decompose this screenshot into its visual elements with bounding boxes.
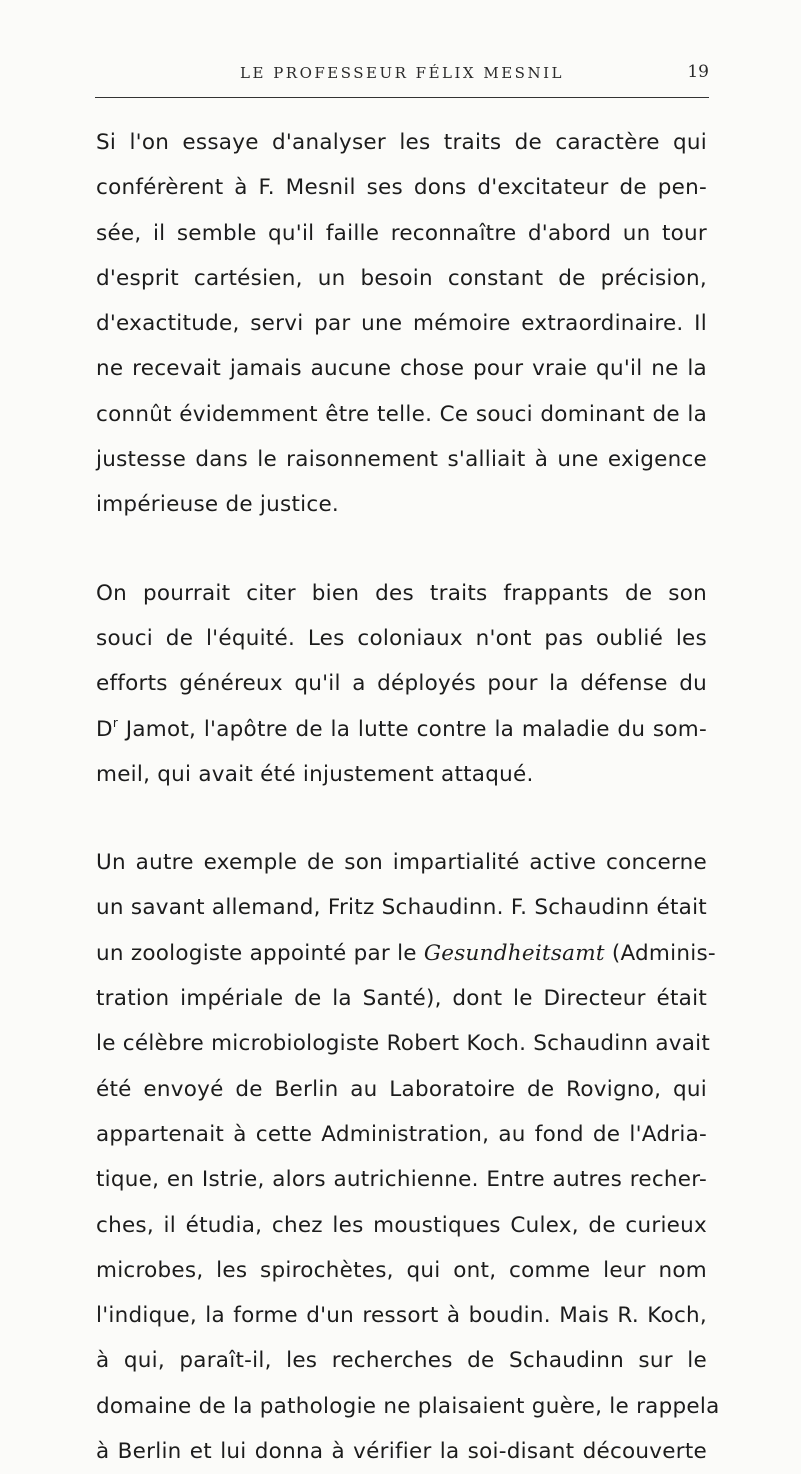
page-header — [95, 62, 709, 90]
paragraph-1 — [96, 120, 707, 528]
paragraph-3 — [96, 840, 720, 1474]
text-line: ches, il étudia, chez les moustiques Culex, de curieux — [96, 1212, 707, 1238]
text-line: Si l'on essaye d'analyser les traits de caractère qui — [96, 130, 707, 155]
text-line: tration impériale de la Santé), dont le Directeur était — [96, 986, 707, 1012]
italic-term: Gesundheitsamt — [423, 940, 605, 966]
text-line: microbes, les spirochètes, qui ont, comme leur nom — [96, 1257, 707, 1283]
text-line: sée, il semble qu'il faille reconnaître d'abord un tour — [96, 220, 707, 246]
text-line: d'esprit cartésien, un besoin constant de précision, — [96, 265, 707, 291]
text-line: justesse dans le raisonnement s'alliait à une exigence — [96, 447, 707, 473]
body-text — [96, 120, 720, 1474]
text-line: un zoologiste appointé par le Gesundheitsamt (Adminis- — [96, 940, 716, 966]
running-title: LE PROFESSEUR FÉLIX MESNIL — [240, 64, 564, 82]
text-line: efforts généreux qu'il a déployés pour la défense du — [96, 671, 707, 697]
text-line: On pourrait citer bien des traits frappants de son — [96, 580, 707, 606]
text-line: connût évidemment être telle. Ce souci dominant de la — [96, 401, 707, 427]
text-line: tique, en Istrie, alors autrichienne. Entre autres recher- — [96, 1167, 707, 1193]
text-line: conférèrent à F. Mesnil ses dons d'excitateur de pen- — [96, 175, 707, 201]
text-line: été envoyé de Berlin au Laboratoire de Rovigno, qui — [96, 1076, 707, 1102]
header-rule — [95, 97, 709, 98]
text-line: domaine de la pathologie ne plaisaient guère, le rappela — [96, 1393, 720, 1419]
text-line: $D^r$ Jamot, l'apôtre de la lutte contre la maladie du som- — [96, 715, 707, 742]
superscript: r — [112, 715, 118, 730]
text-line: le célèbre microbiologiste Robert Koch. Schaudinn avait — [96, 1031, 711, 1057]
paragraph-2 — [96, 571, 707, 797]
text-line: à Berlin et lui donna à vérifier la soi-disant découverte — [96, 1439, 707, 1465]
text-line: d'exactitude, servi par une mémoire extraordinaire. Il — [96, 311, 707, 337]
text-line: ne recevait jamais aucune chose pour vraie qu'il ne la — [96, 356, 707, 382]
text-line: impérieuse de justice. — [96, 492, 340, 518]
text-line: souci de l'équité. Les coloniaux n'ont pas oublié les — [96, 625, 707, 651]
text-line: un savant allemand, Fritz Schaudinn. F. Schaudinn était — [96, 895, 707, 921]
text-line: à qui, paraît-il, les recherches de Schaudinn sur le — [96, 1348, 707, 1374]
text-line: Un autre exemple de son impartialité active concerne — [96, 850, 707, 876]
page-number: 19 — [687, 62, 709, 82]
text-line: meil, qui avait été injustement attaqué. — [96, 761, 534, 787]
text-line: appartenait à cette Administration, au fond de l'Adria- — [96, 1121, 707, 1147]
text-line: l'indique, la forme d'un ressort à boudin. Mais R. Koch, — [96, 1303, 707, 1329]
